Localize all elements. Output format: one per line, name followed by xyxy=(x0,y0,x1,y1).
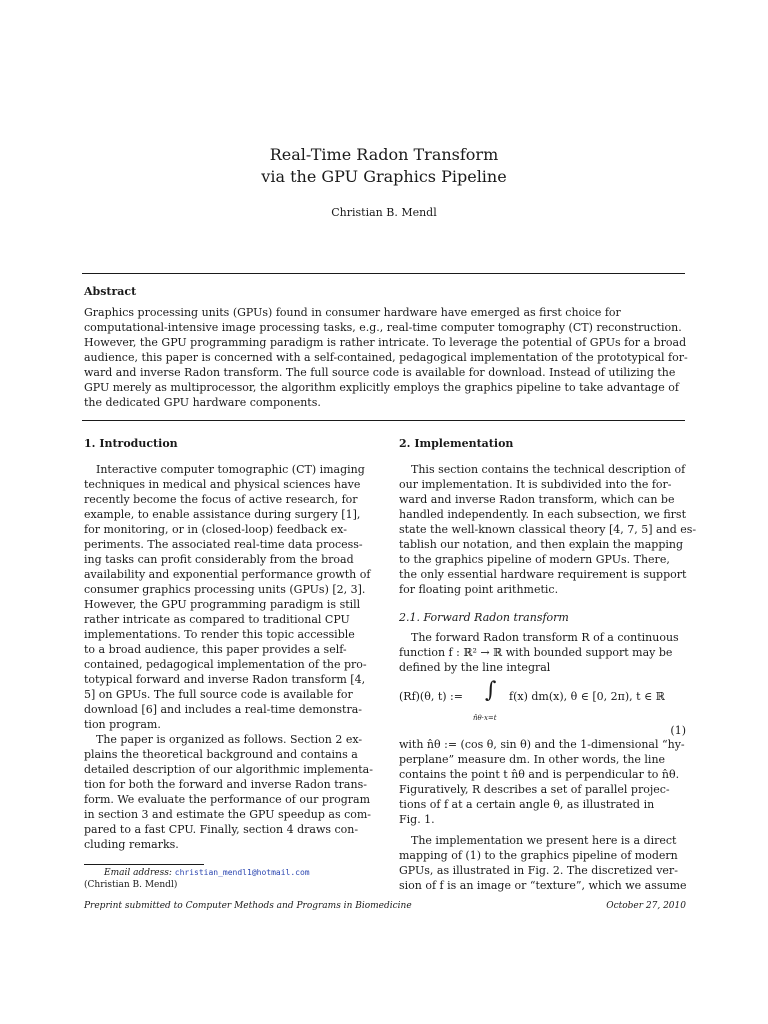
abstract-line: computational-intensive image processing tasks, e.g., real-time computer tomography (CT) reconstruction. xyxy=(84,321,682,334)
impl-line: our implementation. It is subdivided into the for- xyxy=(399,478,672,491)
impl-line: tablish our notation, and then explain the mapping xyxy=(399,538,684,551)
intro-line: periments. The associated real-time data process- xyxy=(84,538,363,551)
impl-line: state the well-known classical theory [4, 7, 5] and es- xyxy=(399,523,697,536)
intro-line: ing tasks can profit considerably from the broad xyxy=(84,553,354,566)
section-heading-implementation: 2. Implementation xyxy=(399,437,514,450)
intro-line: example, to enable assistance during surgery [1], xyxy=(84,508,361,521)
impl-line: with n̂θ := (cos θ, sin θ) and the 1-dimensional “hy- xyxy=(399,738,685,751)
intro-line: plains the theoretical background and contains a xyxy=(84,748,358,761)
equation-number: (1) xyxy=(670,724,686,737)
impl-line: The forward Radon transform R of a continuous xyxy=(411,631,679,644)
intro-line: recently become the focus of active research, for xyxy=(84,493,358,506)
intro-line: totypical forward and inverse Radon transform [4, xyxy=(84,673,366,686)
impl-line: mapping of (1) to the graphics pipeline of modern xyxy=(399,849,678,862)
impl-line: Fig. 1. xyxy=(399,813,435,826)
intro-line: techniques in medical and physical sciences have xyxy=(84,478,361,491)
subsection-heading-forward-radon: 2.1. Forward Radon transform xyxy=(399,611,569,624)
intro-line: Interactive computer tomographic (CT) imaging xyxy=(96,463,365,476)
intro-line: rather intricate as compared to traditional CPU xyxy=(84,613,350,626)
intro-line: detailed description of our algorithmic implementa- xyxy=(84,763,373,776)
intro-line: download [6] and includes a real-time demonstra- xyxy=(84,703,362,716)
author-name: Christian B. Mendl xyxy=(331,206,437,219)
intro-line: The paper is organized as follows. Section 2 ex- xyxy=(96,733,363,746)
preprint-notice: Preprint submitted to Computer Methods and Programs in Biomedicine xyxy=(84,901,412,911)
impl-line: The implementation we present here is a direct xyxy=(411,834,677,847)
intro-line: in section 3 and estimate the GPU speedup as com- xyxy=(84,808,372,821)
abstract-line: GPU merely as multiprocessor, the algorithm explicitly employs the graphics pipeline to take advantage of xyxy=(84,381,679,394)
intro-line: form. We evaluate the performance of our program xyxy=(84,793,371,806)
impl-line: This section contains the technical description of xyxy=(411,463,686,476)
preprint-date: October 27, 2010 xyxy=(606,901,686,911)
integral-symbol: ∫ xyxy=(485,678,497,703)
intro-line: availability and exponential performance growth of xyxy=(84,568,371,581)
intro-line: 5] on GPUs. The full source code is available for xyxy=(84,688,353,701)
abstract-line: the dedicated GPU hardware components. xyxy=(84,396,321,409)
impl-line: Figuratively, R describes a set of parallel projec- xyxy=(399,783,670,796)
intro-line: contained, pedagogical implementation of the pro- xyxy=(84,658,367,671)
abstract-line: Graphics processing units (GPUs) found in consumer hardware have emerged as first choice for xyxy=(84,306,621,319)
footnote-name: (Christian B. Mendl) xyxy=(84,880,178,890)
email-link[interactable]: christian_mendl1@hotmail.com xyxy=(174,868,310,877)
intro-line: cluding remarks. xyxy=(84,838,179,851)
impl-line: defined by the line integral xyxy=(399,661,551,674)
intro-line: implementations. To render this topic accessible xyxy=(84,628,355,641)
abstract-line: However, the GPU programming paradigm is rather intricate. To leverage the potential of GPUs for a broad xyxy=(84,336,687,349)
impl-line: handled independently. In each subsection, we first xyxy=(399,508,686,521)
abstract-bottom-rule xyxy=(82,420,685,421)
intro-line: tion for both the forward and inverse Radon trans- xyxy=(84,778,367,791)
impl-line: tions of f at a certain angle θ, as illustrated in xyxy=(399,798,655,811)
intro-line: However, the GPU programming paradigm is still xyxy=(84,598,361,611)
integral-subscript: n̂θ·x=t xyxy=(473,714,497,722)
impl-line: function f : ℝ² → ℝ with bounded support may be xyxy=(399,646,673,659)
impl-line: ward and inverse Radon transform, which can be xyxy=(399,493,675,506)
paper-title-line-2: via the GPU Graphics Pipeline xyxy=(261,167,507,186)
impl-line: contains the point t n̂θ and is perpendicular to n̂θ. xyxy=(399,768,680,781)
impl-line: sion of f is an image or “texture”, which we assume xyxy=(399,879,687,892)
intro-line: for monitoring, or in (closed-loop) feedback ex- xyxy=(84,523,347,536)
paper-title-line-1: Real-Time Radon Transform xyxy=(269,145,499,164)
intro-line: to a broad audience, this paper provides a self- xyxy=(84,643,347,656)
equation-rhs: f(x) dm(x), θ ∈ [0, 2π), t ∈ ℝ xyxy=(509,690,665,703)
impl-line: for floating point arithmetic. xyxy=(399,583,559,596)
abstract-line: ward and inverse Radon transform. The full source code is available for download. Instead of utilizing the xyxy=(84,366,676,379)
intro-line: tion program. xyxy=(84,718,161,731)
impl-line: GPUs, as illustrated in Fig. 2. The discretized ver- xyxy=(399,864,678,877)
equation-lhs: (Rf)(θ, t) := xyxy=(399,690,463,703)
abstract-heading: Abstract xyxy=(84,285,137,298)
impl-line: to the graphics pipeline of modern GPUs. There, xyxy=(399,553,670,566)
email-label: Email address: xyxy=(104,868,172,878)
footnote-rule xyxy=(84,864,204,865)
footnote-email-line xyxy=(104,868,310,878)
abstract-line: audience, this paper is concerned with a self-contained, pedagogical implementation of the prototypical for- xyxy=(84,351,688,364)
abstract-top-rule xyxy=(82,273,685,274)
impl-line: perplane” measure dm. In other words, the line xyxy=(399,753,666,766)
intro-line: pared to a fast CPU. Finally, section 4 draws con- xyxy=(84,823,359,836)
intro-line: consumer graphics processing units (GPUs) [2, 3]. xyxy=(84,583,366,596)
impl-line: the only essential hardware requirement is support xyxy=(399,568,687,581)
section-heading-introduction: 1. Introduction xyxy=(84,437,178,450)
